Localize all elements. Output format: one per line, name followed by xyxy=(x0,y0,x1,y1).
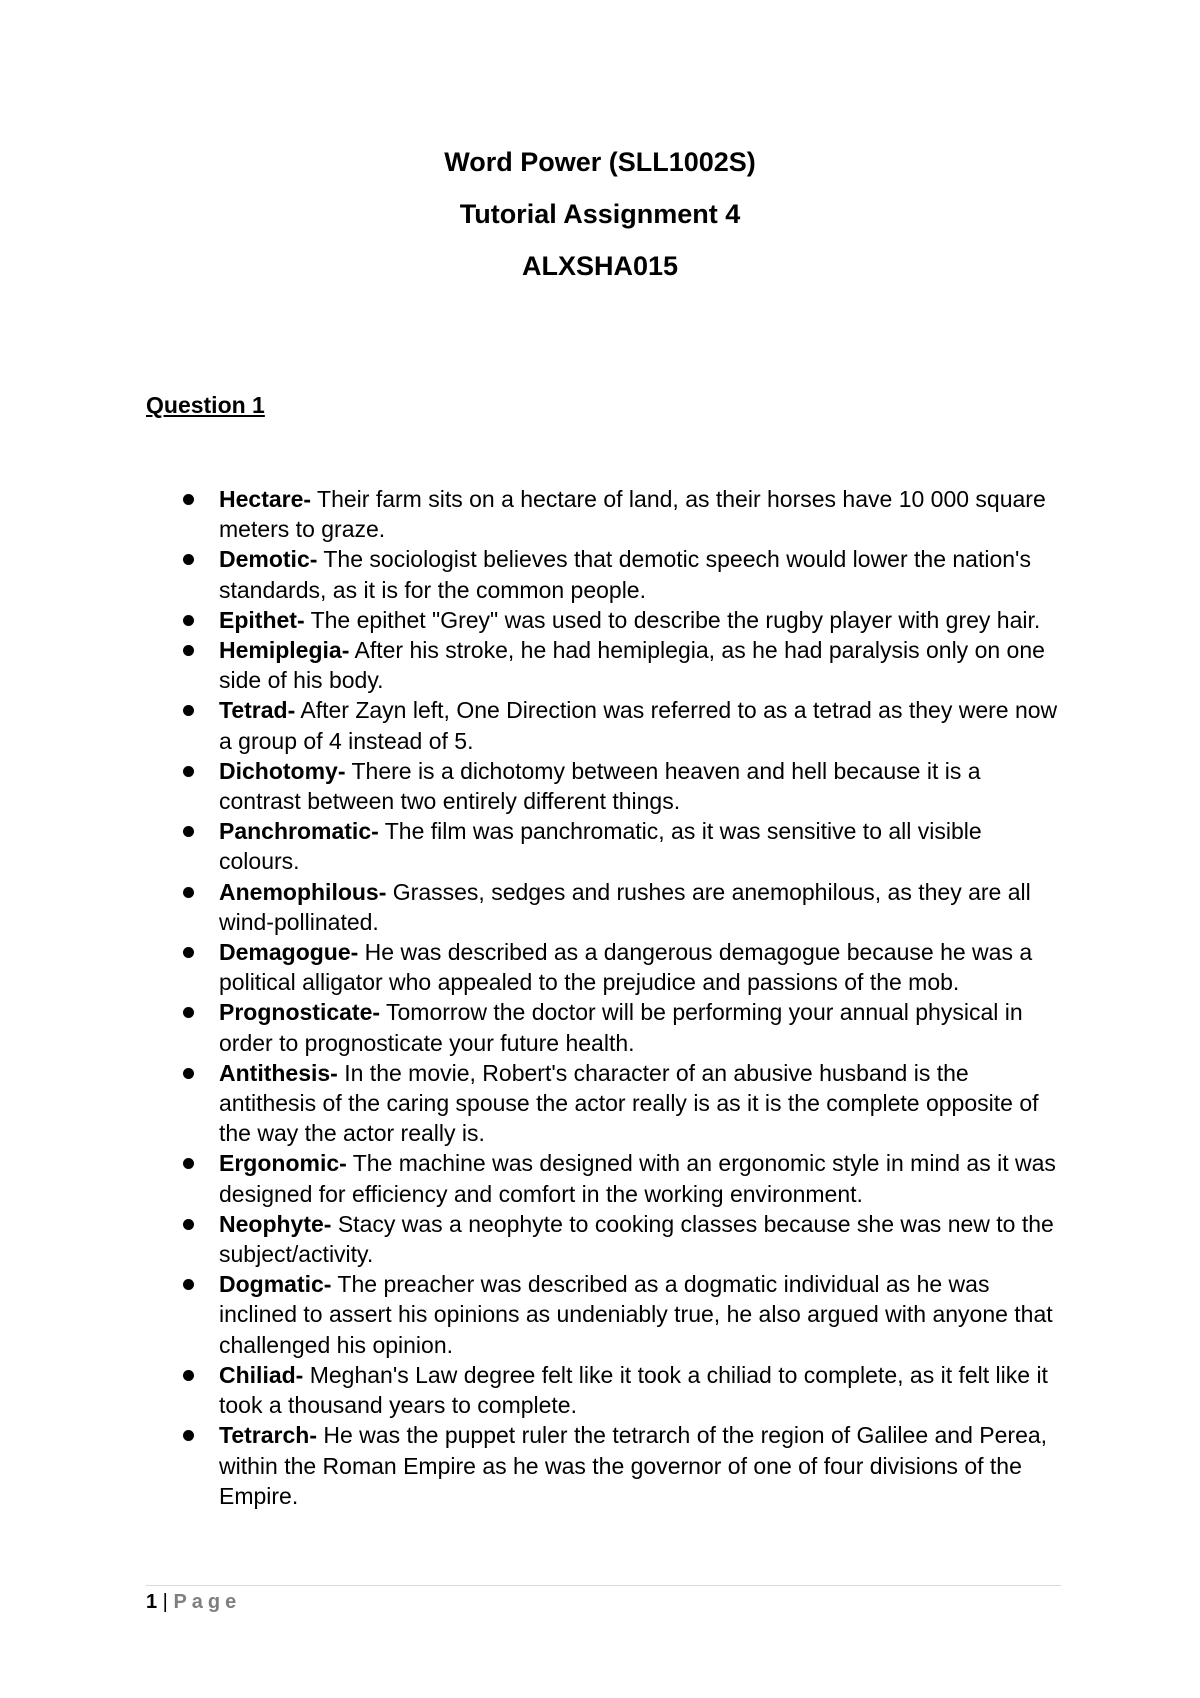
bullet-icon xyxy=(183,1007,194,1018)
page-label: Page xyxy=(173,1591,242,1613)
question-heading: Question 1 xyxy=(146,392,265,418)
list-item xyxy=(0,997,1064,1057)
term: Antithesis- xyxy=(219,1059,338,1086)
term: Demagogue- xyxy=(219,939,359,966)
page-footer xyxy=(146,1589,241,1615)
definition-sentence: The sociologist believes that demotic speech would lower the nation's standards, as it is for the common people. xyxy=(219,546,1031,603)
vocabulary-list xyxy=(0,484,1200,1511)
bullet-icon xyxy=(183,1158,194,1169)
list-item xyxy=(0,695,1064,755)
definition-sentence: Meghan's Law degree felt like it took a chiliad to complete, as it felt like it took a thousand years to complete. xyxy=(219,1361,1048,1419)
list-item xyxy=(0,484,1064,544)
list-item xyxy=(0,605,1064,635)
definition-sentence: There is a dichotomy between heaven and hell because it is a contrast between two entirely different things. xyxy=(219,757,981,815)
bullet-icon xyxy=(183,826,194,837)
document-title-block xyxy=(0,144,1200,300)
student-id: ALXSHA015 xyxy=(521,251,679,281)
bullet-icon xyxy=(183,494,194,505)
bullet-icon xyxy=(183,1430,194,1441)
definition-sentence: After his stroke, he had hemiplegia, as he had paralysis only on one side of his body. xyxy=(219,637,1045,694)
definition-sentence: The preacher was described as a dogmatic individual as he was inclined to assert his opinions as undeniably true, he also argued with anyone that challenged his opinion. xyxy=(219,1271,1053,1358)
footer-divider xyxy=(146,1585,1061,1586)
definition-sentence: Their farm sits on a hectare of land, as their horses have 10 000 square meters to graze. xyxy=(219,486,1046,543)
term: Ergonomic- xyxy=(219,1150,347,1177)
bullet-icon xyxy=(183,615,194,626)
list-item xyxy=(0,1269,1064,1360)
bullet-icon xyxy=(183,887,194,898)
term: Hectare- xyxy=(219,486,312,512)
assignment-title: Tutorial Assignment 4 xyxy=(459,199,741,229)
term: Panchromatic- xyxy=(219,818,379,845)
term: Demotic- xyxy=(219,546,318,573)
list-item xyxy=(0,1360,1064,1420)
list-item xyxy=(0,816,1064,876)
term: Hemiplegia- xyxy=(219,637,350,664)
bullet-icon xyxy=(183,1219,194,1230)
page-number: 1 xyxy=(146,1591,158,1613)
definition-sentence: He was described as a dangerous demagogue because he was a political alligator who appealed to the prejudice and passions of the mob. xyxy=(219,939,1033,996)
bullet-icon xyxy=(183,947,194,958)
list-item xyxy=(0,1420,1064,1511)
list-item xyxy=(0,544,1064,604)
page-separator: | xyxy=(157,1591,174,1613)
list-item xyxy=(0,635,1064,695)
term: Dogmatic- xyxy=(219,1271,332,1298)
term: Dichotomy- xyxy=(219,757,346,784)
list-item xyxy=(0,877,1064,937)
course-title: Word Power (SLL1002S) xyxy=(444,147,756,177)
bullet-icon xyxy=(183,554,194,565)
bullet-icon xyxy=(183,766,194,777)
term: Neophyte- xyxy=(219,1210,332,1237)
definition-sentence: Grasses, sedges and rushes are anemophilous, as they are all wind-pollinated. xyxy=(219,878,1031,935)
definition-sentence: The machine was designed with an ergonomic style in mind as it was designed for efficiency and comfort in the working environment. xyxy=(219,1150,1056,1207)
bullet-icon xyxy=(183,705,194,716)
bullet-icon xyxy=(183,1068,194,1079)
definition-sentence: After Zayn left, One Direction was referred to as a tetrad as they were now a group of 4 instead of 5. xyxy=(219,697,1058,754)
term: Prognosticate- xyxy=(219,999,381,1026)
list-item xyxy=(0,1148,1064,1208)
definition-sentence: He was the puppet ruler the tetrarch of the region of Galilee and Perea, within the Roman Empire as he was the governor of one of four divisions of the Empire. xyxy=(219,1422,1048,1509)
definition-sentence: Stacy was a neophyte to cooking classes because she was new to the subject/activity. xyxy=(219,1210,1054,1268)
term: Epithet- xyxy=(219,606,305,633)
term: Tetrad- xyxy=(219,697,296,724)
definition-sentence: Tomorrow the doctor will be performing your annual physical in order to prognosticate your future health. xyxy=(219,999,1023,1056)
bullet-icon xyxy=(183,1279,194,1290)
bullet-icon xyxy=(183,645,194,656)
list-item xyxy=(0,1058,1064,1149)
list-item xyxy=(0,1209,1064,1269)
list-item xyxy=(0,756,1064,816)
definition-sentence: In the movie, Robert's character of an abusive husband is the antithesis of the caring spouse the actor really is as it is the complete opposite of the way the actor really is. xyxy=(219,1059,1039,1147)
term: Chiliad- xyxy=(219,1361,304,1388)
term: Tetrarch- xyxy=(219,1422,317,1449)
term: Anemophilous- xyxy=(219,878,387,905)
definition-sentence: The epithet "Grey" was used to describe the rugby player with grey hair. xyxy=(304,606,1041,633)
definition-sentence: The film was panchromatic, as it was sensitive to all visible colours. xyxy=(219,818,982,875)
bullet-icon xyxy=(183,1370,194,1381)
list-item xyxy=(0,937,1064,997)
